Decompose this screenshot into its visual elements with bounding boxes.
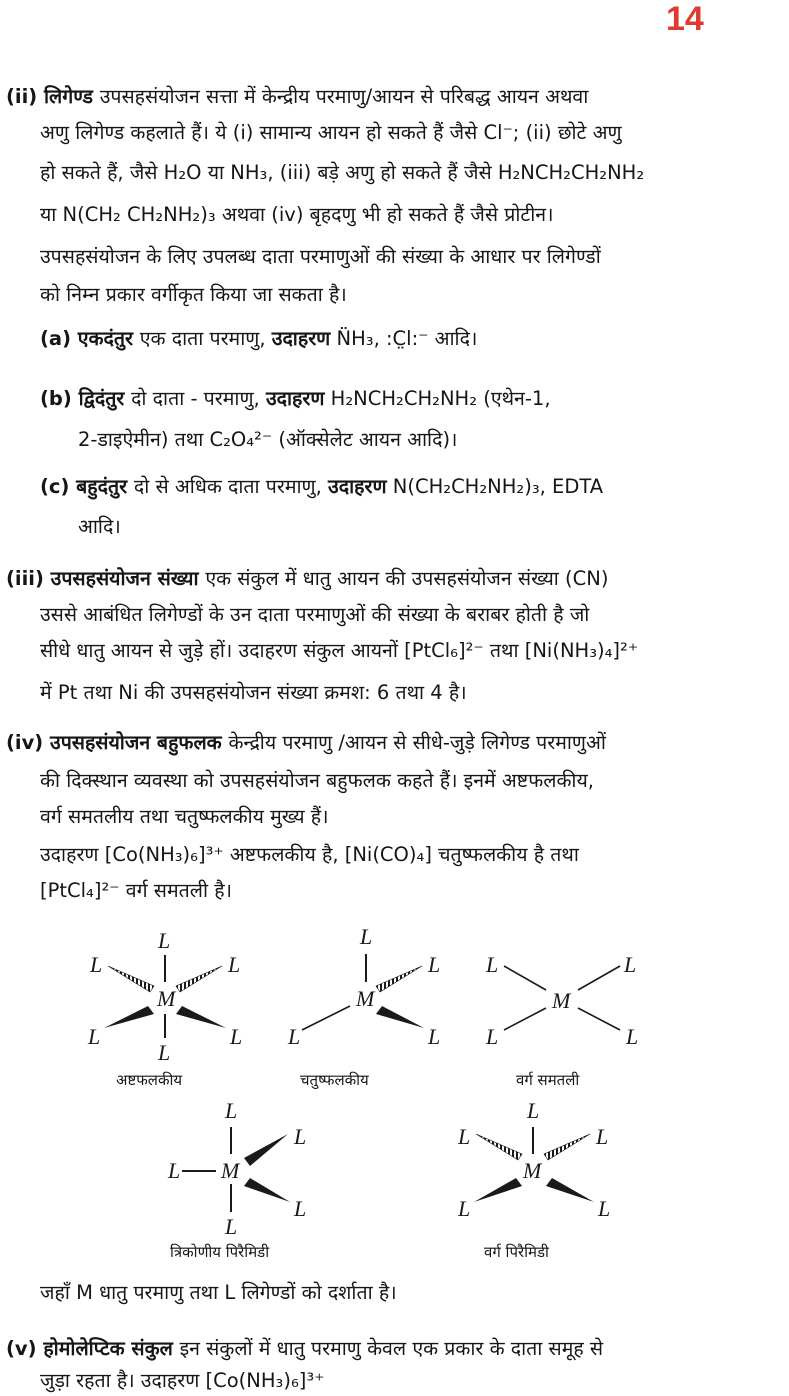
ligand-label: L (428, 1024, 441, 1049)
text-line (40, 602, 589, 628)
ligand-label: L (90, 952, 103, 977)
ligand-label: L (158, 1040, 171, 1065)
tetrahedral-structure (287, 924, 440, 1049)
bold-term: उदाहरण (265, 387, 325, 410)
text-line (78, 427, 457, 453)
ligand-label: L (225, 1214, 238, 1239)
page-number: 14 (666, 0, 704, 38)
ligand-label: L (294, 1124, 307, 1149)
text-line (6, 84, 588, 110)
text-line (40, 386, 551, 412)
bold-term: (ii) लिगेण्ड (6, 85, 100, 108)
text-segment: में Pt तथा Ni की उपसहसंयोजन संख्या क्रमश: 6 तथा 4 है। (40, 681, 467, 704)
text-segment: वर्ग समतलीय तथा चतुष्फलकीय मुख्य हैं। (40, 805, 329, 828)
caption-square-pyramidal: वर्ग पिरैमिडी (484, 1243, 549, 1261)
bold-term: उदाहरण (328, 475, 387, 498)
text-segment: आदि। (78, 515, 121, 538)
bold-term: (v) होमोलेप्टिक संकुल (6, 1337, 180, 1360)
text-segment: एक संकुल में धातु आयन की उपसहसंयोजन संख्या (CN) (205, 567, 609, 590)
text-segment: उपसहसंयोजन सत्ता में केन्द्रीय परमाणु/आयन से परिबद्ध आयन अथवा (99, 85, 589, 108)
ligand-label: L (168, 1158, 181, 1183)
text-segment: इन संकुलों में धातु परमाणु केवल एक प्रकार के दाता समूह से (179, 1337, 604, 1360)
ligand-label: L (158, 928, 171, 953)
text-line (40, 1368, 324, 1394)
text-line (40, 244, 601, 270)
text-line (40, 474, 603, 500)
ligand-label: L (486, 1024, 499, 1049)
caption-octahedral: अष्टफलकीय (116, 1071, 183, 1089)
text-segment: सीधे धातु आयन से जुड़े हों। उदाहरण संकुल आयनों [PtCl₆]²⁻ तथा [Ni(NH₃)₄]²⁺ (40, 639, 639, 662)
text-segment: N(CH₂CH₂NH₂)₃, EDTA (386, 475, 604, 498)
text-segment: को निम्न प्रकार वर्गीकृत किया जा सकता है। (40, 283, 347, 306)
ligand-label: L (88, 1024, 101, 1049)
metal-atom-label: M (552, 988, 571, 1013)
text-segment: हो सकते हैं, जैसे H₂O या NH₃, (iii) बड़े अणु हो सकते हैं जैसे H₂NCH₂CH₂NH₂ (40, 161, 645, 184)
text-line (40, 804, 328, 830)
bold-term: (b) द्विदंतुर (40, 387, 132, 410)
trigonal-bipyramidal-structure (167, 1098, 306, 1239)
bold-term: उदाहरण (271, 327, 331, 350)
text-segment: उपसहसंयोजन के लिए उपलब्ध दाता परमाणुओं की संख्या के आधार पर लिगेण्डों (40, 245, 601, 268)
text-segment: N̈H₃, :C̤l:⁻ आदि। (330, 327, 478, 350)
text-line (40, 638, 638, 664)
ligand-label: L (428, 952, 441, 977)
caption-square-planar: वर्ग समतली (516, 1071, 580, 1089)
ligand-label: L (228, 952, 241, 977)
ligand-label: L (527, 1098, 540, 1123)
text-segment: या N(CH₂ CH₂NH₂)₃ अथवा (iv) बृहदणु भी हो सकते हैं जैसे प्रोटीन। (40, 203, 554, 226)
text-segment: अणु लिगेण्ड कहलाते हैं। ये (i) सामान्य आयन हो सकते हैं जैसे Cl⁻; (ii) छोटे अणु (40, 121, 622, 144)
ligand-label: L (596, 1124, 609, 1149)
ligand-label: L (230, 1024, 243, 1049)
text-segment: जहाँ M धातु परमाणु तथा L लिगेण्डों को दर्शाता है। (40, 1281, 397, 1304)
octahedral-structure (87, 928, 242, 1065)
text-segment: [PtCl₄]²⁻ वर्ग समतली है। (40, 879, 232, 902)
text-segment: की दिक्स्थान व्यवस्था को उपसहसंयोजन बहुफलक कहते हैं। इनमें अष्टफलकीय, (40, 769, 594, 792)
caption-trigonal-bipyramidal: त्रिकोणीय पिरैमिडी (170, 1243, 270, 1261)
ligand-label: L (294, 1196, 307, 1221)
text-segment: H₂NCH₂CH₂NH₂ (एथेन-1, (324, 387, 551, 410)
ligand-label: L (225, 1098, 238, 1123)
coordination-polyhedra-figure (0, 920, 789, 1280)
text-line (6, 730, 606, 756)
text-segment: दो से अधिक दाता परमाणु, (133, 475, 329, 498)
ligand-label: L (486, 952, 499, 977)
ligand-label: L (624, 952, 637, 977)
text-line (40, 1280, 397, 1306)
text-segment: जुड़ा रहता है। उदाहरण [Co(NH₃)₆]³⁺ (40, 1369, 325, 1392)
text-line (40, 120, 622, 146)
ligand-label: L (626, 1024, 639, 1049)
metal-atom-label: M (356, 986, 375, 1011)
bold-term: (iv) उपसहसंयोजन बहुफलक (6, 731, 229, 754)
text-segment: केन्द्रीय परमाणु /आयन से सीधे-जुड़े लिगेण्ड परमाणुओं (228, 731, 606, 754)
text-segment: उससे आबंधित लिगेण्डों के उन दाता परमाणुओं की संख्या के बराबर होती है जो (40, 603, 590, 626)
text-line (40, 842, 579, 868)
metal-atom-label: M (221, 1158, 240, 1183)
bold-term: (c) बहुदंतुर (40, 475, 134, 498)
text-line (78, 514, 121, 540)
text-line (40, 768, 594, 794)
caption-tetrahedral: चतुष्फलकीय (300, 1071, 369, 1089)
bold-term: (iii) उपसहसंयोजन संख्या (6, 567, 206, 590)
ligand-label: L (598, 1196, 611, 1221)
square-planar-structure (485, 952, 638, 1049)
text-line (40, 160, 644, 186)
ligand-label: L (458, 1124, 471, 1149)
ligand-label: L (360, 924, 373, 949)
text-line (40, 282, 347, 308)
text-line (40, 326, 477, 352)
metal-atom-label: M (157, 986, 176, 1011)
text-segment: उदाहरण [Co(NH₃)₆]³⁺ अष्टफलकीय है, [Ni(CO)₄] चतुष्फलकीय है तथा (40, 843, 579, 866)
bold-term: (a) एकदंतुर (40, 327, 140, 350)
text-line (6, 566, 608, 592)
text-segment: दो दाता - परमाणु, (131, 387, 266, 410)
ligand-label: L (288, 1024, 301, 1049)
square-pyramidal-structure (457, 1098, 610, 1221)
text-segment: 2-डाइऐमीन) तथा C₂O₄²⁻ (ऑक्सेलेट आयन आदि)। (78, 428, 458, 451)
text-segment: एक दाता परमाणु, (139, 327, 272, 350)
metal-atom-label: M (523, 1158, 542, 1183)
text-line (40, 680, 467, 706)
text-line (6, 1336, 603, 1362)
text-line (40, 202, 553, 228)
text-line (40, 878, 232, 904)
ligand-label: L (458, 1196, 471, 1221)
